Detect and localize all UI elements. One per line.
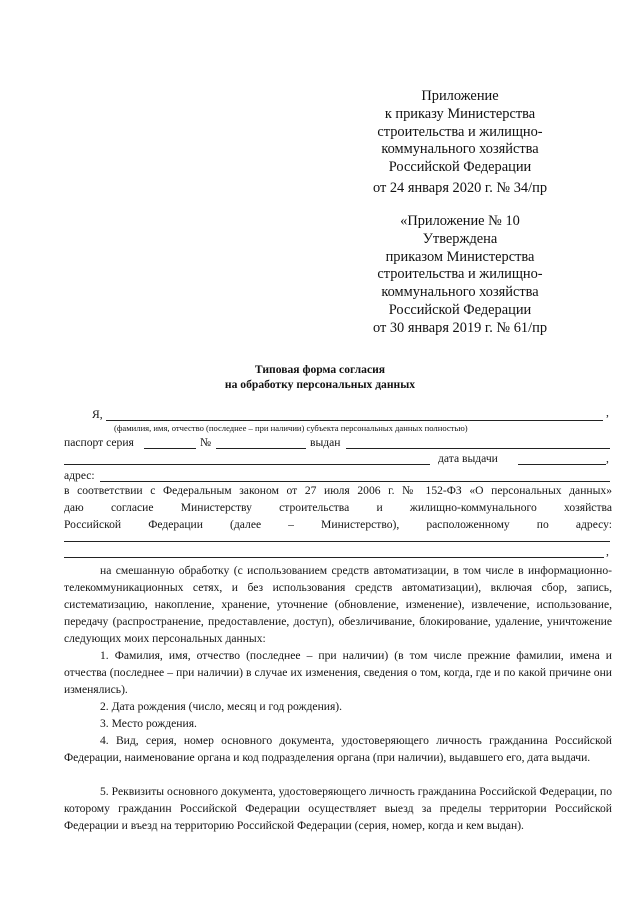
header-line: от 24 января 2020 г. № 34/пр xyxy=(372,179,548,196)
consent-line: даю согласие Министерству строительства и жилищно-коммунального хозяйства xyxy=(64,501,612,514)
law-line: в соответствии с Федеральным законом от 27 июля 2006 г. № 152-ФЗ «О персональных данных» xyxy=(64,484,612,497)
header-line: от 30 января 2019 г. № 61/пр xyxy=(372,319,548,336)
comma: , xyxy=(606,406,609,419)
passport-number-field[interactable] xyxy=(216,448,306,449)
header-line: Утверждена xyxy=(422,230,498,247)
issued-label: выдан xyxy=(310,436,341,449)
header-line: Российской Федерации xyxy=(388,301,532,318)
ministry-address-field-cont[interactable] xyxy=(64,557,604,558)
list-item xyxy=(64,715,612,732)
form-body xyxy=(64,0,612,905)
address-label: адрес: xyxy=(64,469,95,482)
header-line: «Приложение № 10 xyxy=(400,213,520,229)
header-line: Российской Федерации xyxy=(388,159,532,176)
ministry-address-field[interactable] xyxy=(64,541,610,542)
list-item xyxy=(64,732,612,766)
issued-by-field-cont[interactable] xyxy=(64,464,430,465)
fio-hint: (фамилия, имя, отчество (последнее – при наличии) субъекта персональных данных полностью) xyxy=(114,423,468,433)
header-line: к приказу Министерства xyxy=(384,105,536,122)
header-line: приказом Министерства xyxy=(385,248,535,265)
item-text: 5. Реквизиты основного документа, удостоверяющего личность гражданина Российской Федерации, по которому гражданин Российской Федерации осуществляет выезд за пределы территории Российской Федерации и въезд на территорию Российской Федерации (серия, номер, когда и кем выдан). xyxy=(64,785,612,832)
header-line: Приложение xyxy=(421,88,499,104)
header-line: строительства и жилищно- xyxy=(377,266,543,283)
number-label: № xyxy=(200,436,212,449)
header-line: коммунального хозяйства xyxy=(381,141,539,158)
header-line: строительства и жилищно- xyxy=(377,123,543,140)
list-item xyxy=(64,698,612,715)
passport-series-field[interactable] xyxy=(144,448,196,449)
title-line: на обработку персональных данных xyxy=(224,378,416,391)
list-item xyxy=(64,647,612,698)
processing-paragraph xyxy=(64,562,612,647)
title-line: Типовая форма согласия xyxy=(254,363,386,376)
item-text: 4. Вид, серия, номер основного документа, удостоверяющего личность гражданина Российской Федерации, наименование органа и код подразделения органа (при наличии), выдавшего его, дата выдачи. xyxy=(64,734,612,764)
item-text: 3. Место рождения. xyxy=(100,717,197,730)
list-item xyxy=(64,783,612,834)
item-text: 2. Дата рождения (число, месяц и год рождения). xyxy=(100,700,343,713)
issued-by-field[interactable] xyxy=(346,448,610,449)
issue-date-field[interactable] xyxy=(518,464,606,465)
issue-date-label: дата выдачи xyxy=(438,452,498,465)
comma: , xyxy=(606,545,609,558)
passport-label: паспорт серия xyxy=(64,436,134,449)
processing-text: на смешанную обработку (с использованием средств автоматизации, в том числе в информационно-телекоммуникационных сетях, и без использования средств автоматизации), включая сбор, запись, систематизацию, накопление, хранение, уточнение (обновление, изменение), извлечение, использование, передачу (распространение, предоставление, доступ), обезличивание, блокирование, удаление, уничтожение следующих моих персональных данных: xyxy=(64,564,612,645)
header-line: коммунального хозяйства xyxy=(381,284,539,301)
consent-line: Российской Федерации (далее – Министерство), расположенному по адресу: xyxy=(64,518,612,531)
i-label: Я, xyxy=(92,408,103,421)
item-text: 1. Фамилия, имя, отчество (последнее – при наличии) (в том числе прежние фамилии, имена и отчества (последнее – при наличии) в случае их изменения, сведения о том, когда, где и по какой причине они изменялись). xyxy=(64,649,612,696)
comma: , xyxy=(606,452,609,465)
